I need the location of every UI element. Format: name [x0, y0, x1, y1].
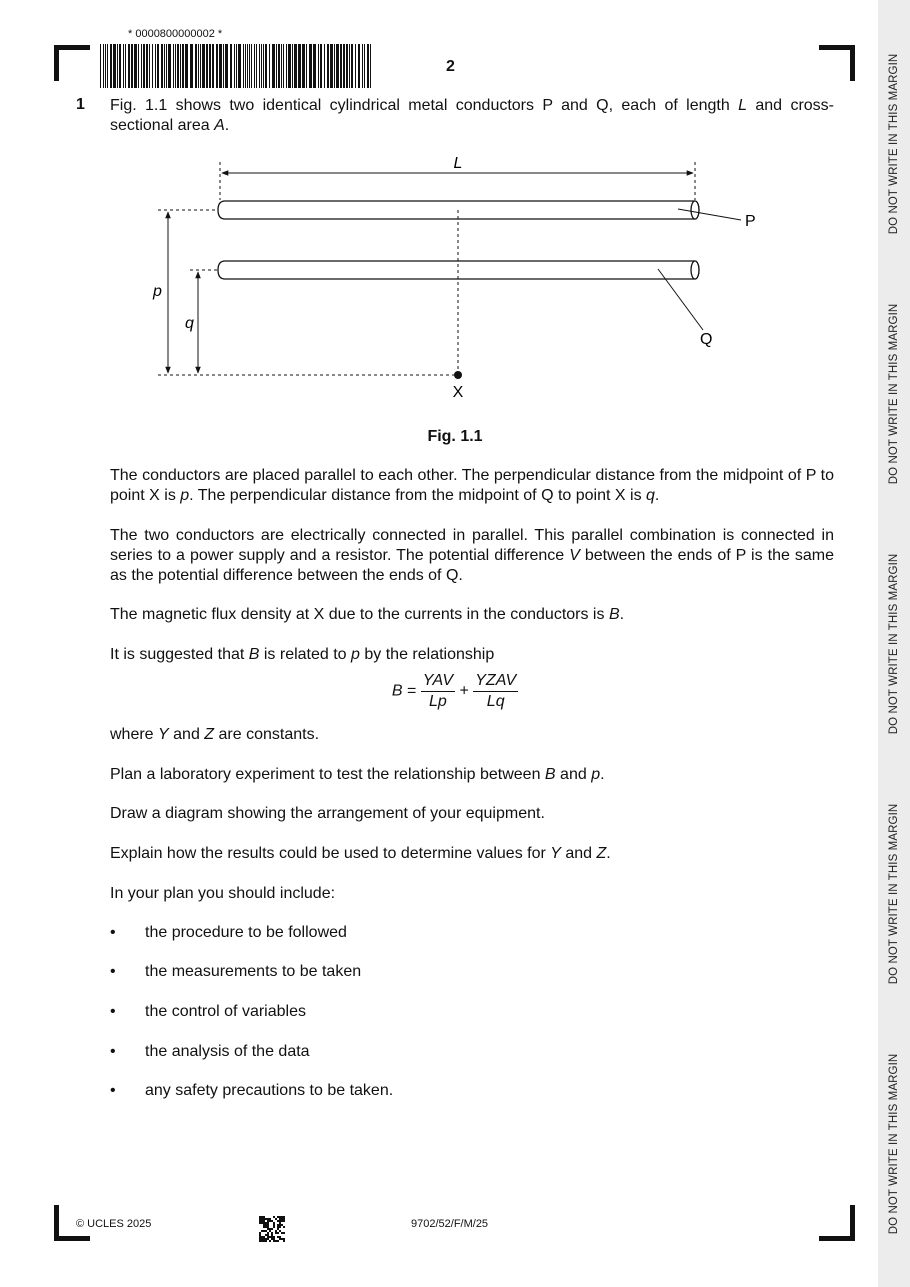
barcode-text: * 0000800000002 * — [128, 28, 223, 40]
paragraph-constants: where Y and Z are constants. — [110, 726, 320, 743]
equation-fraction-2: $\frac{\text{YZAV}}{Lq}$ — [475, 672, 517, 710]
question-number: 1 — [76, 96, 85, 113]
paragraph-circuit: The two conductors are electrically connected in parallel. This parallel combination is connected in series to a power supply and a resistor. The potential difference V between the ends of P is the same as the potential difference between the ends of Q. — [110, 527, 834, 584]
paragraph-draw: Draw a diagram showing the arrangement of your equipment. — [110, 805, 545, 822]
copyright: © UCLES 2025 — [76, 1218, 152, 1230]
paragraph-explain: Explain how the results could be used to determine values for Y and Z. — [110, 845, 611, 862]
qr-code — [259, 1216, 285, 1242]
label-x: X — [452, 384, 464, 401]
label-distance-p: p — [153, 283, 162, 300]
question-intro: Fig. 1.1 shows two identical cylindrical metal conductors P and Q, each of length L and cross-sectional area A. — [110, 97, 834, 134]
paragraph-plan: Plan a laboratory experiment to test the relationship between B and p. — [110, 766, 605, 783]
paragraph-include: In your plan you should include: — [110, 885, 336, 902]
equation: B = $\frac{\text{YAV}}{Lp}$ + $\frac{\text{YZAV}}{Lq}$ — [391, 672, 517, 710]
paragraph-distances: The conductors are placed parallel to each other. The perpendicular distance from the midpoint of P to point X is p. The perpendicular distance from the midpoint of Q to point X is q. — [110, 467, 834, 504]
label-distance-q: q — [185, 315, 194, 332]
point-x — [454, 371, 462, 379]
barcode — [98, 44, 376, 89]
label-p: P — [745, 213, 756, 230]
paper-code: 9702/52/F/M/25 — [411, 1218, 489, 1230]
page-number: 2 — [446, 58, 455, 75]
equation-fraction-1: $\frac{\text{YAV}}{Lp}$ — [422, 672, 453, 710]
label-q: Q — [700, 331, 713, 348]
figure-diagram — [140, 148, 780, 408]
label-length: L — [453, 155, 463, 172]
paragraph-flux-density: The magnetic flux density at X due to the currents in the conductors is B. — [110, 606, 625, 623]
paragraph-relationship: It is suggested that B is related to p by the relationship — [110, 646, 495, 663]
figure-caption: Fig. 1.1 — [427, 428, 483, 445]
